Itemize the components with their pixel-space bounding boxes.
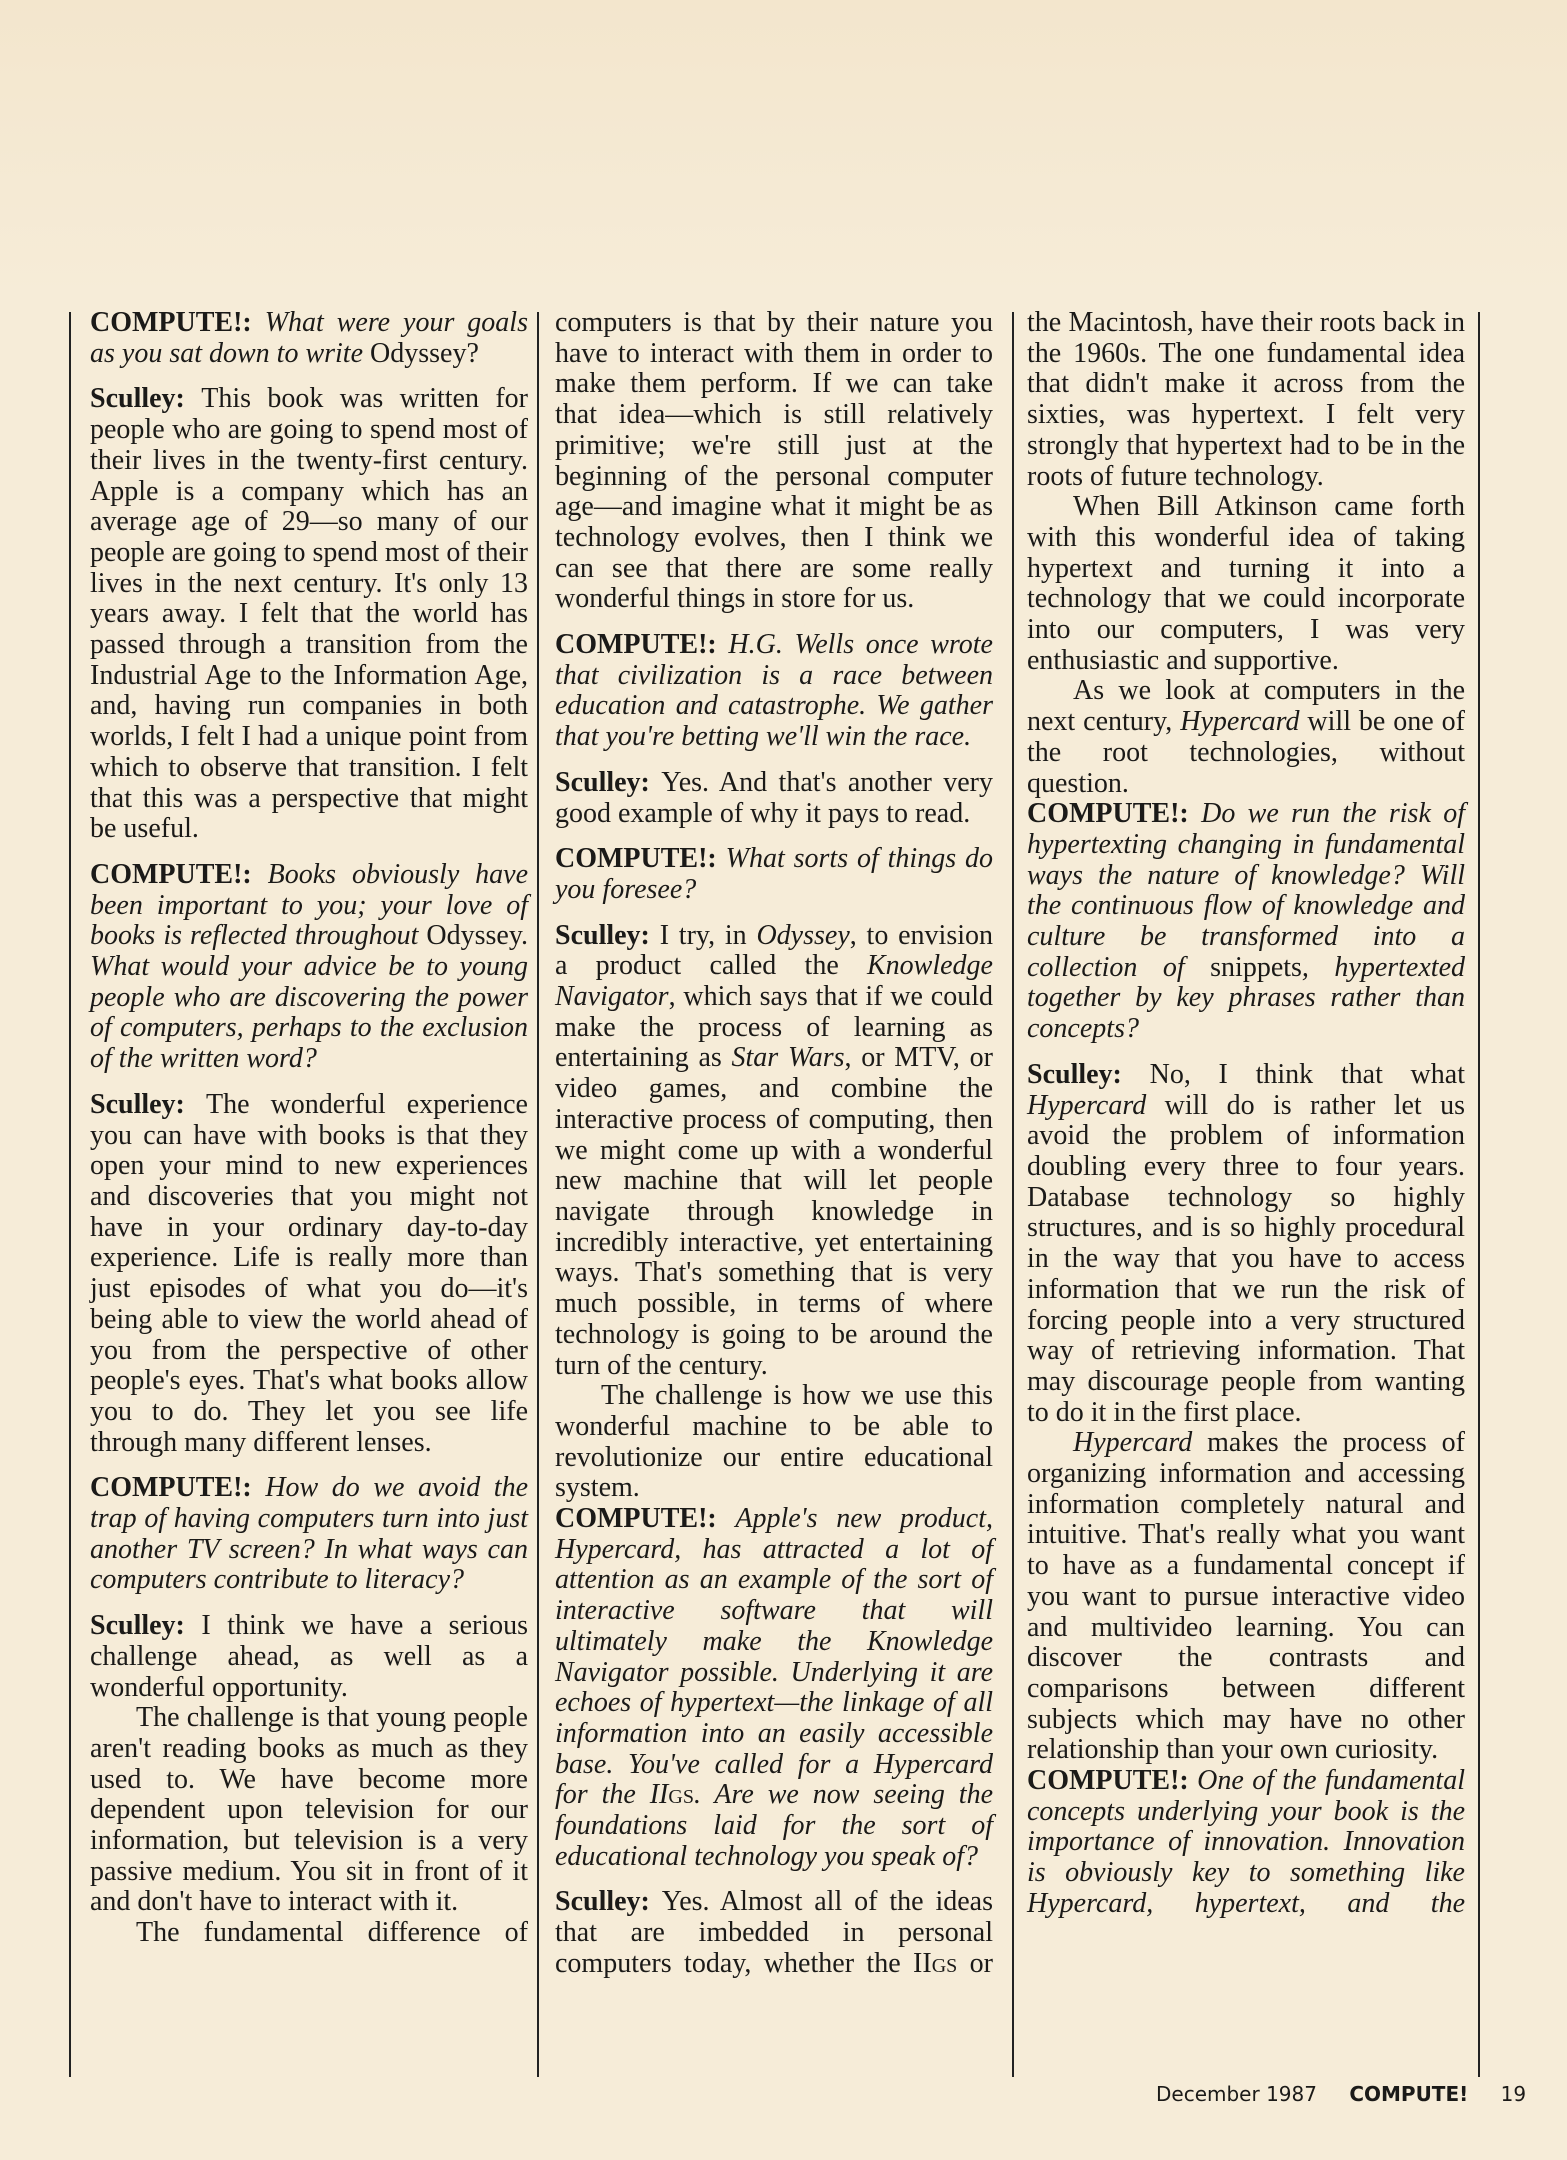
paragraph — [555, 308, 993, 615]
text-run: gs — [931, 1947, 958, 1979]
text-run: When Bill Atkinson came forth with this wonderful idea of taking hypertext and turning it into a technology that we could incorporate into our computers, I was very enthusiastic and supportive. — [1027, 491, 1465, 676]
page-top-margin — [0, 0, 1567, 300]
text-run: Hypercard — [1073, 1427, 1193, 1459]
speaker-label: COMPUTE!: — [90, 858, 268, 890]
text-run: makes the process of organizing information and accessing information completely natural and intuitive. That's really what you want to have as a fundamental concept if you want to pursue interactive video and multivideo learning. You can discover the contrasts and comparisons between different subjects which may have no other relationship than your own curiosity. — [1027, 1427, 1465, 1766]
speaker-label: Sculley: — [555, 919, 660, 951]
text-run: Odyssey? — [370, 337, 479, 369]
text-run: will do is rather let us avoid the problem of information doubling every three to four years. Database technology so highly structures, and is so highly procedural in the way that you have to access information that we run the risk of forcing people into a very structured way of retrieving information. That may discourage people from wanting to do it in the first place. — [1027, 1089, 1465, 1428]
text-run: snippets — [1210, 951, 1302, 983]
text-run: computers is that by their nature you have to interact with them in order to make them perform. If we can take that idea—which is still relatively primitive; we're still just at the beginning of the personal computer age—and imagine what it might be as technology evolves, then I think we can see that there are some really wonderful things in store for us. — [555, 307, 993, 615]
paragraph — [90, 384, 528, 845]
paragraph — [1027, 308, 1465, 492]
text-column-1 — [90, 308, 528, 1949]
paragraph — [90, 860, 528, 1075]
text-run: The challenge is how we use this wonderful machine to be able to revolutionize our entire educational system. — [555, 1380, 993, 1504]
speaker-label: Sculley: — [555, 766, 662, 798]
text-run: Odyssey — [756, 919, 850, 951]
page-footer — [1156, 2082, 1552, 2106]
text-run: The fundamental difference of — [136, 1917, 528, 1949]
text-run: , hypertexted together by key phrases rather than concepts? — [1027, 951, 1465, 1045]
paragraph — [1027, 676, 1465, 799]
issue-date: December 1987 — [1156, 2082, 1317, 2106]
text-run: What were your goals as you sat down to write — [90, 307, 528, 369]
speaker-label: Sculley: — [90, 1088, 206, 1120]
paragraph — [555, 630, 993, 753]
speaker-label: Sculley: — [1027, 1058, 1150, 1090]
text-run: the Macintosh, have their roots back in the 1960s. The one fundamental idea that didn't make it across from the sixties, was hypertext. I felt very strongly that hypertext had to be in the roots of future technology. — [1027, 307, 1465, 492]
speaker-label: Sculley: — [90, 1610, 202, 1642]
column-rule — [1012, 312, 1014, 2077]
text-run: How do we avoid the trap of having computers turn into just another TV screen? In what ways can computers contribute to literacy? — [90, 1472, 528, 1596]
speaker-label: COMPUTE!: — [555, 1503, 736, 1535]
text-run: will be one of the root technologies, without question. — [1027, 706, 1465, 799]
paragraph — [1027, 799, 1465, 1045]
paragraph — [1027, 1428, 1465, 1766]
paragraph — [90, 1090, 528, 1458]
speaker-label: COMPUTE!: — [90, 307, 265, 338]
speaker-label: Sculley: — [555, 1886, 662, 1918]
speaker-label: COMPUTE!: — [1027, 1765, 1198, 1797]
column-rule — [537, 312, 539, 2077]
text-run: No, I think that what — [1149, 1058, 1465, 1090]
paragraph — [90, 1703, 528, 1918]
paragraph — [555, 1504, 993, 1872]
paragraph — [90, 1918, 528, 1949]
speaker-label: COMPUTE!: — [555, 843, 726, 875]
text-run: Do we run the risk of hypertexting changing in fundamental ways the nature of knowledge? Will the continuous flow of knowledge and culture be transformed into a collection of — [1027, 798, 1465, 983]
text-run: I think we have a serious challenge ahead, as well as a wonderful opportunity. — [90, 1610, 529, 1703]
paragraph — [90, 308, 528, 369]
text-run: Star Wars — [731, 1042, 845, 1074]
speaker-label: Sculley: — [90, 383, 202, 415]
text-run: . Are we now seeing the foundations laid for the sort of educational technology you speak of? — [555, 1779, 994, 1872]
text-run: or — [957, 1947, 993, 1979]
text-column-2 — [555, 308, 993, 1995]
text-run: One of the fundamental concepts underlying your book is the importance of innovation. Innovation is obviously key to something like Hypercard, hypertext, and the — [1027, 1765, 1465, 1919]
paragraph — [90, 1473, 528, 1596]
text-run: Hypercard — [1180, 706, 1300, 738]
paragraph — [1027, 1060, 1465, 1428]
text-run: What sorts of things do you foresee? — [555, 843, 993, 905]
text-run: As we look at computers in the next century, — [1027, 675, 1465, 738]
text-run: The challenge is that young people aren't reading books as much as they used to. We have become more dependent upon television for our information, but television is a very passive medium. You sit in front of it and don't have to interact with it. — [90, 1702, 528, 1918]
paragraph — [555, 1887, 993, 1979]
text-run: What would your advice be to young people who are discovering the power of computers, perhaps to the exclusion of the written word? — [90, 951, 528, 1075]
speaker-label: COMPUTE!: — [1027, 798, 1202, 830]
column-rule — [1478, 312, 1480, 2077]
text-run: The wonderful experience you can have with books is that they open your mind to new experiences and discoveries that you might not have in your ordinary day-to-day experience. Life is really more than just episodes of what you do—it's being able to view the world ahead of you from the perspective of other people's eyes. That's what books allow you to do. They let you see life through many different lenses. — [90, 1088, 528, 1458]
paragraph — [1027, 1766, 1465, 1920]
text-run: , to envision a product called the — [555, 919, 993, 982]
text-run: H.G. Wells once wrote that civilization is a race between education and catastrophe. We gather that you're betting we'll win the race. — [555, 629, 993, 753]
text-column-3 — [1027, 308, 1465, 1935]
paragraph — [1027, 492, 1465, 676]
speaker-label: COMPUTE!: — [555, 629, 729, 661]
column-rule — [69, 312, 71, 2077]
text-run: , which says that if we could make the process of learning as entertaining as — [555, 981, 993, 1074]
text-run: Books obviously have been important to you; your love of books is reflected throughout — [90, 858, 528, 952]
page-number: 19 — [1500, 2082, 1527, 2106]
text-run: Knowledge Navigator — [555, 950, 993, 1013]
text-run: Hypercard — [1027, 1089, 1147, 1121]
paragraph — [555, 921, 993, 1382]
paragraph — [555, 1381, 993, 1504]
text-run: Odyssey. — [426, 920, 528, 952]
text-run: gs — [668, 1779, 694, 1811]
text-run: Yes. And that's another very good example of why it pays to read. — [555, 766, 993, 829]
magazine-name: COMPUTE! — [1349, 2082, 1469, 2106]
text-run: This book was written for people who are going to spend most of their lives in the twenty-first century. Apple is a company which has an average age of 29—so many of our people are going to spend most of their lives in the next century. It's only 13 years away. I felt that the world has passed through a transition from the Industrial Age to the Information Age, and, having run companies in both worlds, I felt I had a unique point from which to observe that transition. I felt that this was a perspective that might be useful. — [90, 383, 528, 845]
paragraph — [555, 844, 993, 905]
paragraph — [90, 1611, 528, 1703]
speaker-label: COMPUTE!: — [90, 1472, 266, 1504]
paragraph — [555, 768, 993, 829]
text-run: Apple's new product, Hypercard, has attracted a lot of attention as an example of the sort of interactive software that will ultimately make the Knowledge Navigator possible. Underlying it are echoes of hypertext—the linkage of all information into an easily accessible base. You've called for a Hypercard for the II — [555, 1503, 993, 1811]
text-run: , or MTV, or video games, and combine the interactive process of computing, then we might come up with a wonderful new machine that will let people navigate through knowledge in incredibly interactive, yet entertaining ways. That's something that is very much possible, in terms of where technology is going to be around the turn of the century. — [555, 1042, 993, 1381]
text-run: Yes. Almost all of the ideas that are imbedded in personal computers today, whether the II — [555, 1886, 994, 1979]
text-run: I try, in — [659, 919, 757, 951]
